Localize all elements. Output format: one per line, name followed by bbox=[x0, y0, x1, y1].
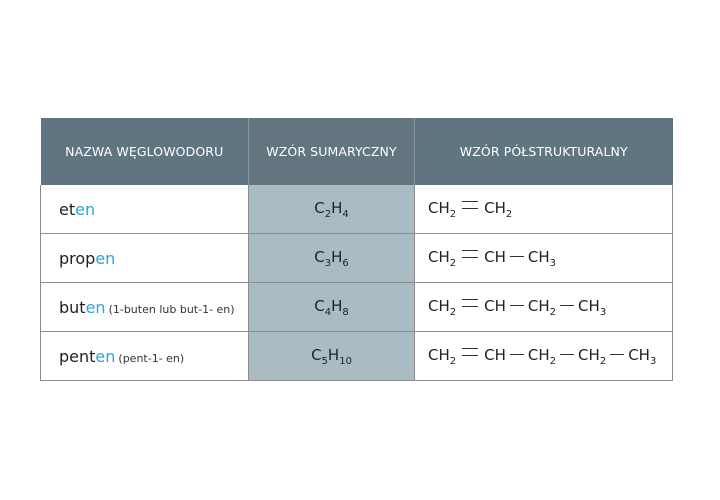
hydrocarbon-name-cell bbox=[41, 234, 249, 283]
formula-subscript: 4 bbox=[324, 306, 332, 318]
group-symbol: CH bbox=[484, 296, 506, 315]
table-row bbox=[41, 283, 673, 332]
formula-subscript: 3 bbox=[324, 257, 332, 269]
double-bond bbox=[462, 348, 478, 356]
single-bond bbox=[560, 354, 574, 355]
name-stem: prop bbox=[59, 248, 96, 268]
group-subscript: 3 bbox=[549, 257, 557, 269]
group-subscript: 2 bbox=[449, 355, 457, 367]
name-suffix: en bbox=[85, 297, 106, 317]
single-bond bbox=[610, 354, 624, 355]
group-symbol: CH bbox=[428, 198, 450, 217]
semistructural-formula-cell bbox=[415, 234, 673, 283]
name-note: (pent-1- en) bbox=[118, 351, 185, 365]
single-bond bbox=[510, 305, 524, 306]
formula-element: C bbox=[314, 296, 325, 315]
name-stem: pent bbox=[59, 346, 96, 366]
group-symbol: CH bbox=[527, 296, 550, 315]
molecular-formula-cell bbox=[249, 185, 415, 234]
table-row bbox=[41, 234, 673, 283]
group-subscript: 2 bbox=[449, 257, 457, 269]
formula-element: C bbox=[311, 345, 322, 364]
table-row bbox=[41, 332, 673, 381]
formula-subscript: 8 bbox=[342, 306, 349, 318]
group-symbol: CH bbox=[428, 296, 450, 315]
formula-subscript: 10 bbox=[339, 355, 352, 367]
semistructural-formula-cell bbox=[415, 185, 673, 234]
group-subscript: 3 bbox=[649, 355, 657, 367]
group-symbol: CH bbox=[484, 247, 506, 266]
group-subscript: 2 bbox=[505, 208, 513, 220]
group-symbol: CH bbox=[484, 198, 506, 217]
group-subscript: 2 bbox=[449, 306, 457, 318]
group-symbol: CH bbox=[578, 345, 600, 364]
formula-element: H bbox=[331, 296, 343, 315]
formula-subscript: 5 bbox=[321, 355, 328, 367]
group-subscript: 2 bbox=[549, 306, 557, 318]
hydrocarbon-name-cell bbox=[41, 283, 249, 332]
molecular-formula-cell bbox=[249, 332, 415, 381]
formula-subscript: 6 bbox=[342, 257, 349, 269]
name-suffix: en bbox=[95, 248, 116, 268]
formula-element: C bbox=[314, 198, 325, 217]
formula-element: H bbox=[327, 345, 340, 364]
hydrocarbon-name-cell bbox=[41, 185, 249, 234]
double-bond bbox=[462, 299, 478, 307]
header-row bbox=[41, 118, 673, 185]
molecular-formula-cell bbox=[249, 234, 415, 283]
group-symbol: CH bbox=[428, 345, 450, 364]
header-molecular-formula: WZÓR SUMARYCZNY bbox=[249, 118, 415, 185]
group-subscript: 2 bbox=[449, 208, 457, 220]
formula-element: H bbox=[331, 247, 343, 266]
alkenes-table bbox=[40, 118, 673, 381]
group-subscript: 2 bbox=[599, 355, 607, 367]
formula-subscript: 2 bbox=[324, 208, 332, 220]
double-bond bbox=[462, 250, 478, 258]
hydrocarbon-name-cell bbox=[41, 332, 249, 381]
name-stem: et bbox=[59, 199, 76, 219]
group-subscript: 2 bbox=[549, 355, 557, 367]
molecular-formula-cell bbox=[249, 283, 415, 332]
double-bond bbox=[462, 201, 478, 209]
group-symbol: CH bbox=[628, 345, 650, 364]
semistructural-formula-cell bbox=[415, 283, 673, 332]
semistructural-formula-cell bbox=[415, 332, 673, 381]
group-symbol: CH bbox=[484, 345, 506, 364]
group-subscript: 3 bbox=[599, 306, 607, 318]
group-symbol: CH bbox=[527, 345, 550, 364]
single-bond bbox=[510, 256, 524, 257]
formula-subscript: 4 bbox=[342, 208, 349, 220]
header-semistructural-formula: WZÓR PÓŁSTRUKTURALNY bbox=[415, 118, 673, 185]
single-bond bbox=[560, 305, 574, 306]
name-stem: but bbox=[59, 297, 86, 317]
formula-element: H bbox=[331, 198, 343, 217]
group-symbol: CH bbox=[428, 247, 450, 266]
group-symbol: CH bbox=[527, 247, 550, 266]
header-name: NAZWA WĘGLOWODORU bbox=[41, 118, 249, 185]
name-note: (1-buten lub but-1- en) bbox=[108, 302, 235, 316]
single-bond bbox=[510, 354, 524, 355]
formula-element: C bbox=[314, 247, 325, 266]
group-symbol: CH bbox=[578, 296, 600, 315]
table-row bbox=[41, 185, 673, 234]
name-suffix: en bbox=[75, 199, 96, 219]
name-suffix: en bbox=[95, 346, 116, 366]
